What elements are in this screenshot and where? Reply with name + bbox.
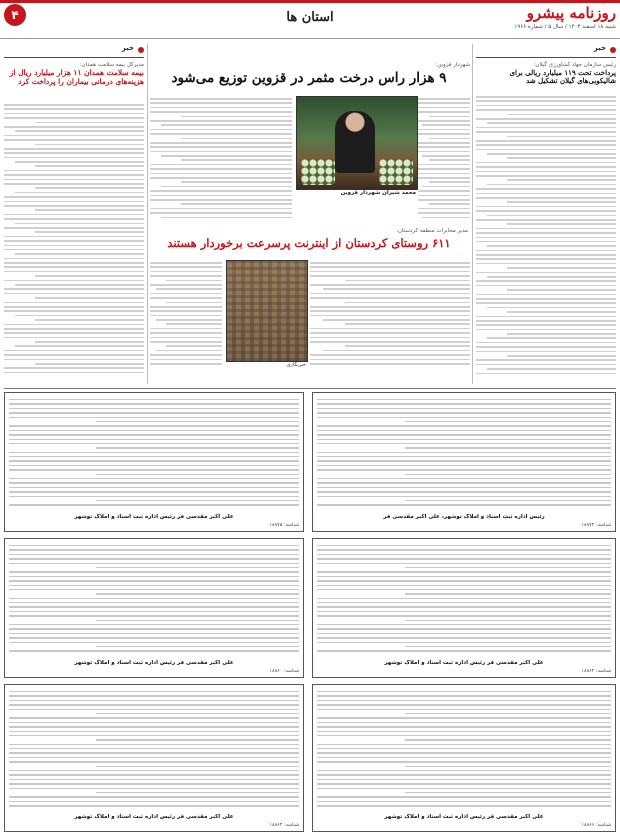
left-column-story [4,62,144,89]
notice-id: شناسه: ۱۸۸۶۶ [581,823,611,828]
mayor-photo [296,96,418,190]
notice-signature: رئیس اداره ثبت اسناد و املاک توشهر، علی اکبر مقدسی فر [383,514,545,520]
article-body-lines [476,96,616,386]
story-headline: بیمه سلامت همدان ۱۱ هزار میلیارد ریال از هزینه‌های درمانی بیماران را پرداخت کرد [9,68,144,86]
header-rule [0,38,620,39]
legal-notice-ad [312,684,616,832]
notice-id: شناسه: ۱۸۸۷۵ [269,523,299,528]
article-body-lines [418,98,470,226]
notice-id: شناسه: ۱۸۸۷۲ [581,523,611,528]
article-body-lines [150,98,292,226]
notice-signature: علی اکبر مقدسی فر رئیس اداره ثبت اسناد و املاک توشهر [74,814,234,820]
khabar-tab-right [476,44,616,58]
newspaper-logo: روزنامه پیشرو [526,4,616,22]
village-caption: خبرنگاری [286,362,306,368]
article-body-lines [150,262,222,372]
section-rule [4,388,616,389]
notice-id: شناسه: ۱۸۸۶۲ [581,669,611,674]
notice-signature: علی اکبر مقدسی فر رئیس اداره ثبت اسناد و املاک توشهر [384,814,544,820]
story-headline: پرداخت تحت ۱۱۹ میلیارد ریالی برای شالیکوبی‌های گیلان تشکیل شد [509,68,616,86]
article-body-lines [310,262,470,372]
top-rule [0,0,620,3]
date-line: شنبه ۱۸ اسفند ۱۴۰۳ / سال ۵ / شماره ۱۹۶۶ [514,24,616,30]
notice-id: شناسه: ۱۸۸۶۰ [269,669,299,674]
khabar-tab-left [4,44,144,58]
page-number-badge: ۴ [4,4,26,26]
column-rule [147,44,148,384]
main-headline: ۹ هزار راس درخت مثمر در قزوین توزیع می‌شود [171,70,447,86]
main-kicker: شهردار قزوین: [435,62,470,68]
red-dot-icon [610,47,616,53]
flower-arrangement [379,159,413,185]
photo-caption: محمد شیران شهردار قزوین [340,190,416,196]
notice-signature: علی اکبر مقدسی فر رئیس اداره ثبت اسناد و املاک توشهر [384,660,544,666]
right-column-story [476,62,616,88]
village-photo [226,260,308,362]
article-body-lines [4,104,144,384]
khabar-label: خبر [121,44,134,52]
red-dot-icon [138,47,144,53]
notice-signature: علی اکبر مقدسی فر رئیس اداره ثبت اسناد و املاک توشهر [74,660,234,666]
sub-headline: ۶۱۱ روستای کردستان از اینترنت پرسرعت برخوردار هستند [167,236,451,250]
column-rule [472,44,473,384]
legal-notice-ad [312,392,616,532]
khabar-label: خبر [593,44,606,52]
story-kicker: رئیس سازمان جهاد کشاورزی گیلان: [533,62,616,68]
story-kicker: مدیرکل بیمه سلامت همدان: [79,62,144,68]
legal-notice-ad [4,684,304,832]
flower-arrangement [301,159,335,185]
section-title: استان ها [286,10,334,25]
legal-notice-ad [4,538,304,678]
legal-notice-ad [312,538,616,678]
notice-signature: علی اکبر مقدسی فر رئیس اداره ثبت اسناد و املاک توشهر [74,514,234,520]
notice-id: شناسه: ۱۸۸۶۴ [269,823,299,828]
masthead [476,4,616,36]
sub-kicker: مدیر مخابرات منطقه کردستان: [396,228,468,234]
person-figure [335,111,375,173]
legal-notice-ad [4,392,304,532]
